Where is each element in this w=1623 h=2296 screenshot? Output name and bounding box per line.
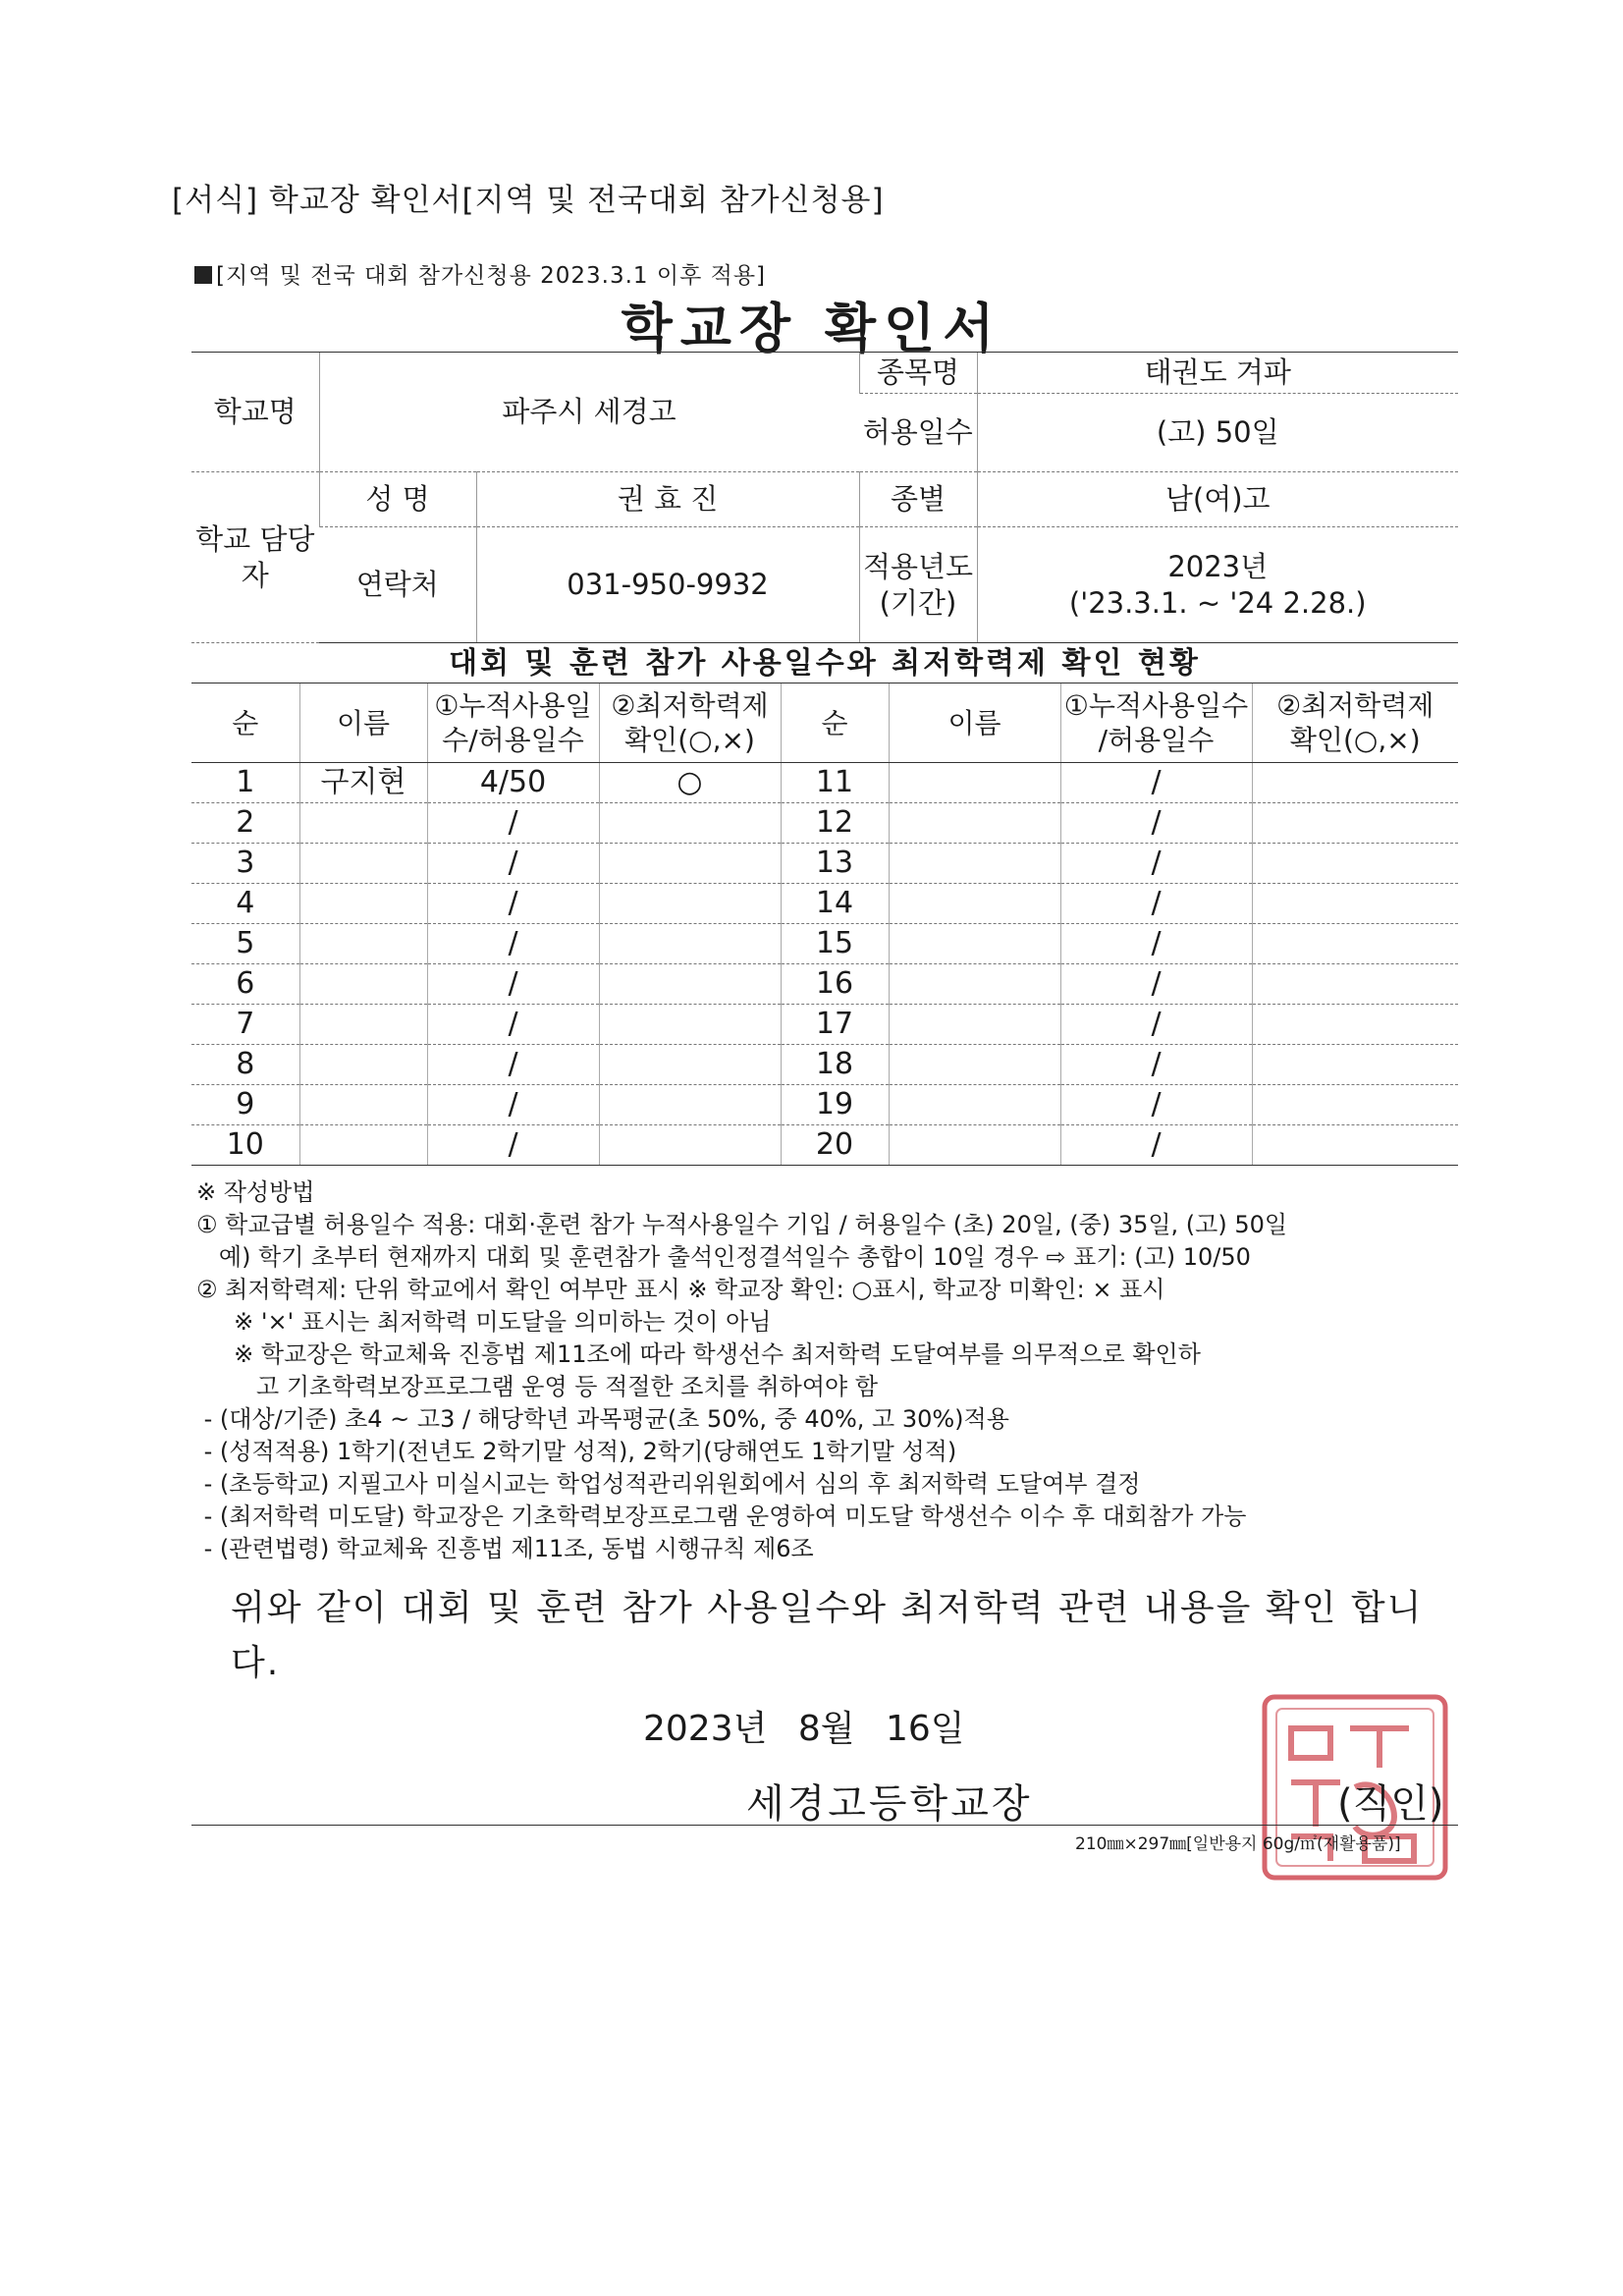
row-check bbox=[1252, 1005, 1458, 1045]
row-check bbox=[599, 924, 781, 964]
row-check bbox=[599, 964, 781, 1005]
event-label: 종목명 bbox=[859, 353, 977, 394]
allowed-days-value: (고) 50일 bbox=[977, 394, 1458, 472]
name-value: 권 효 진 bbox=[476, 472, 859, 527]
table-row bbox=[191, 884, 1458, 924]
row-days: / bbox=[1060, 884, 1252, 924]
table-row bbox=[191, 844, 1458, 884]
note-line: - (초등학교) 지필고사 미실시교는 학업성적관리위원회에서 심의 후 최저학력 도달여부 결정 bbox=[196, 1470, 1141, 1498]
note-line: ※ 학교장은 학교체육 진흥법 제11조에 따라 학생선수 최저학력 도달여부를 의무적으로 확인하 bbox=[196, 1340, 1201, 1368]
row-check bbox=[1252, 1045, 1458, 1085]
row-days: / bbox=[1060, 1125, 1252, 1166]
row-days: / bbox=[1060, 1045, 1252, 1085]
row-check bbox=[1252, 844, 1458, 884]
row-days: / bbox=[1060, 763, 1252, 803]
row-no: 8 bbox=[191, 1045, 299, 1085]
header-check-right-line1: ②최저학력제 bbox=[1276, 689, 1434, 722]
header-days bbox=[427, 683, 599, 763]
row-name bbox=[299, 1125, 427, 1166]
contact-label: 연락처 bbox=[319, 527, 476, 643]
row-days: / bbox=[427, 924, 599, 964]
row-name bbox=[889, 844, 1060, 884]
row-check bbox=[599, 1005, 781, 1045]
header-name: 이름 bbox=[299, 683, 427, 763]
row-check bbox=[1252, 763, 1458, 803]
writing-notes bbox=[196, 1176, 1473, 1565]
contact-value: 031-950-9932 bbox=[476, 527, 859, 643]
row-no: 4 bbox=[191, 884, 299, 924]
row-days: / bbox=[427, 1045, 599, 1085]
type-value: 남(여)고 bbox=[977, 472, 1458, 527]
row-days: / bbox=[1060, 1005, 1252, 1045]
name-label: 성 명 bbox=[319, 472, 476, 527]
row-no: 18 bbox=[781, 1045, 889, 1085]
row-days: / bbox=[427, 803, 599, 844]
table-row bbox=[191, 1005, 1458, 1045]
row-name bbox=[299, 884, 427, 924]
row-check bbox=[1252, 884, 1458, 924]
header-days-right bbox=[1060, 683, 1252, 763]
row-name bbox=[889, 1085, 1060, 1125]
table-row bbox=[191, 924, 1458, 964]
year-value-line2: ('23.3.1. ~ '24 2.28.) bbox=[1068, 585, 1367, 620]
row-check bbox=[599, 1045, 781, 1085]
header-check bbox=[599, 683, 781, 763]
row-check bbox=[599, 803, 781, 844]
row-no: 10 bbox=[191, 1125, 299, 1166]
row-days: / bbox=[1060, 1085, 1252, 1125]
manager-label: 학교 담당자 bbox=[191, 472, 319, 643]
table-row bbox=[191, 763, 1458, 803]
row-days: / bbox=[427, 844, 599, 884]
row-no: 13 bbox=[781, 844, 889, 884]
row-days: / bbox=[1060, 924, 1252, 964]
row-no: 7 bbox=[191, 1005, 299, 1045]
event-value: 태권도 겨파 bbox=[977, 353, 1458, 394]
principal-title: 세경고등학교장 bbox=[746, 1781, 1033, 1827]
row-no: 5 bbox=[191, 924, 299, 964]
row-name bbox=[889, 924, 1060, 964]
row-no: 20 bbox=[781, 1125, 889, 1166]
row-check bbox=[599, 1085, 781, 1125]
row-name bbox=[299, 1045, 427, 1085]
table-row bbox=[191, 964, 1458, 1005]
row-name bbox=[299, 964, 427, 1005]
header-days-line1: ①누적사용일 bbox=[434, 689, 592, 722]
row-days: / bbox=[427, 1125, 599, 1166]
header-days-right-line1: ①누적사용일수 bbox=[1063, 689, 1249, 722]
bottom-divider bbox=[191, 1825, 1458, 1826]
table-row bbox=[191, 1125, 1458, 1166]
row-check bbox=[1252, 803, 1458, 844]
form-title: [서식] 학교장 확인서[지역 및 전국대회 참가신청용] bbox=[172, 183, 885, 218]
note-line: - (관련법령) 학교체육 진흥법 제11조, 동법 시행규칙 제6조 bbox=[196, 1535, 814, 1562]
row-no: 1 bbox=[191, 763, 299, 803]
confirmation-text: 위와 같이 대회 및 훈련 참가 사용일수와 최저학력 관련 내용을 확인 합니다. bbox=[231, 1588, 1424, 1683]
row-days: / bbox=[1060, 803, 1252, 844]
row-name: 구지현 bbox=[299, 763, 427, 803]
row-days: / bbox=[427, 964, 599, 1005]
table-row bbox=[191, 1085, 1458, 1125]
type-label: 종별 bbox=[859, 472, 977, 527]
row-name bbox=[889, 763, 1060, 803]
row-name bbox=[299, 803, 427, 844]
row-name bbox=[889, 1005, 1060, 1045]
row-no: 17 bbox=[781, 1005, 889, 1045]
row-no: 2 bbox=[191, 803, 299, 844]
header-no: 순 bbox=[191, 683, 299, 763]
usage-table bbox=[191, 683, 1458, 1166]
note-line: 예) 학기 초부터 현재까지 대회 및 훈련참가 출석인정결석일수 총합이 10일 경우 ⇨ 표기: (고) 10/50 bbox=[196, 1243, 1251, 1271]
section-title: 대회 및 훈련 참가 사용일수와 최저학력제 확인 현황 bbox=[449, 646, 1201, 681]
paper-spec: 210㎜×297㎜[일반용지 60g/㎡(재활용품)] bbox=[1075, 1834, 1401, 1854]
square-bullet-icon bbox=[194, 266, 212, 284]
row-check bbox=[599, 844, 781, 884]
row-name bbox=[299, 1085, 427, 1125]
row-days: / bbox=[1060, 844, 1252, 884]
usage-header-row bbox=[191, 683, 1458, 763]
year-label: 적용년도 (기간) bbox=[859, 527, 977, 643]
note-line: ※ 작성방법 bbox=[196, 1178, 315, 1206]
table-row bbox=[191, 803, 1458, 844]
row-no: 12 bbox=[781, 803, 889, 844]
row-name bbox=[889, 1125, 1060, 1166]
subheader bbox=[194, 257, 766, 290]
subheader-text: [지역 및 전국 대회 참가신청용 2023.3.1 이후 적용] bbox=[216, 263, 767, 289]
row-name bbox=[299, 924, 427, 964]
row-no: 6 bbox=[191, 964, 299, 1005]
allowed-days-label: 허용일수 bbox=[859, 394, 977, 472]
row-check bbox=[1252, 1085, 1458, 1125]
row-name bbox=[889, 803, 1060, 844]
seal-label: (직인) bbox=[1337, 1781, 1444, 1827]
note-line: 고 기초학력보장프로그램 운영 등 적절한 조치를 취하여야 함 bbox=[196, 1373, 879, 1400]
row-no: 3 bbox=[191, 844, 299, 884]
row-name bbox=[299, 1005, 427, 1045]
note-line: ② 최저학력제: 단위 학교에서 확인 여부만 표시 ※ 학교장 확인: ○표시, 학교장 미확인: × 표시 bbox=[196, 1276, 1165, 1303]
row-no: 15 bbox=[781, 924, 889, 964]
year-value-line1: 2023년 bbox=[1167, 550, 1269, 584]
row-no: 16 bbox=[781, 964, 889, 1005]
row-name bbox=[889, 1045, 1060, 1085]
row-check bbox=[599, 1125, 781, 1166]
info-table bbox=[191, 352, 1458, 643]
row-check bbox=[1252, 924, 1458, 964]
row-check bbox=[1252, 964, 1458, 1005]
note-line: ※ '×' 표시는 최저학력 미도달을 의미하는 것이 아님 bbox=[196, 1308, 772, 1336]
row-name bbox=[299, 844, 427, 884]
row-no: 11 bbox=[781, 763, 889, 803]
school-value: 파주시 세경고 bbox=[319, 353, 859, 472]
row-check: ○ bbox=[599, 763, 781, 803]
issue-date: 2023년 8월 16일 bbox=[643, 1709, 965, 1749]
header-check-line1: ②최저학력제 bbox=[611, 689, 769, 722]
note-line: - (대상/기준) 초4 ~ 고3 / 해당학년 과목평균(초 50%, 중 40%, 고 30%)적용 bbox=[196, 1405, 1009, 1433]
row-check bbox=[1252, 1125, 1458, 1166]
table-row bbox=[191, 1045, 1458, 1085]
row-no: 9 bbox=[191, 1085, 299, 1125]
row-no: 19 bbox=[781, 1085, 889, 1125]
row-name bbox=[889, 964, 1060, 1005]
year-value bbox=[977, 527, 1458, 643]
note-line: - (성적적용) 1학기(전년도 2학기말 성적), 2학기(당해연도 1학기말 성적) bbox=[196, 1438, 957, 1465]
note-line: - (최저학력 미도달) 학교장은 기초학력보장프로그램 운영하여 미도달 학생선수 이수 후 대회참가 가능 bbox=[196, 1503, 1247, 1530]
header-no-right: 순 bbox=[781, 683, 889, 763]
main-title: 학교장 확인서 bbox=[621, 298, 1002, 359]
row-days: 4/50 bbox=[427, 763, 599, 803]
school-label: 학교명 bbox=[191, 353, 319, 472]
header-days-right-line2: /허용일수 bbox=[1098, 724, 1215, 756]
row-check bbox=[599, 884, 781, 924]
header-check-line2: 확인(○,×) bbox=[624, 724, 755, 756]
row-days: / bbox=[427, 1005, 599, 1045]
row-no: 14 bbox=[781, 884, 889, 924]
header-days-line2: 수/허용일수 bbox=[442, 724, 584, 756]
row-days: / bbox=[1060, 964, 1252, 1005]
row-days: / bbox=[427, 1085, 599, 1125]
note-line: ① 학교급별 허용일수 적용: 대회·훈련 참가 누적사용일수 기입 / 허용일수 (초) 20일, (중) 35일, (고) 50일 bbox=[196, 1211, 1288, 1238]
header-name-right: 이름 bbox=[889, 683, 1060, 763]
row-days: / bbox=[427, 884, 599, 924]
header-check-right bbox=[1252, 683, 1458, 763]
row-name bbox=[889, 884, 1060, 924]
header-check-right-line2: 확인(○,×) bbox=[1289, 724, 1421, 756]
